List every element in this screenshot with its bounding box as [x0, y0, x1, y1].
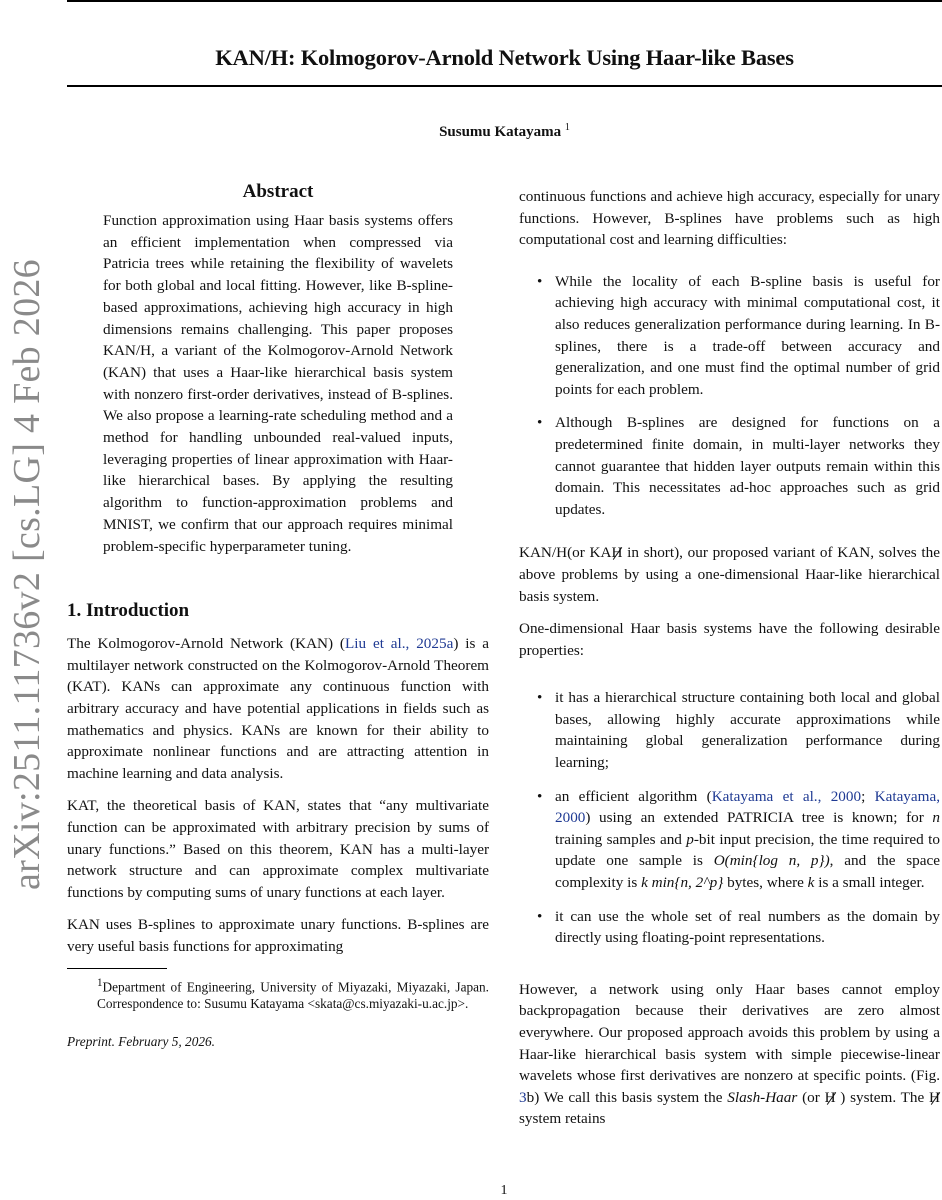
- text: ) using an extended PATRICIA tree is known; for: [585, 809, 933, 827]
- math-p: p: [686, 830, 694, 848]
- text: ) system. The: [835, 1088, 930, 1106]
- paper-title: KAN/H: Kolmogorov-Arnold Network Using Haar-like Bases: [215, 45, 794, 71]
- citation-katayama-et-al-2000[interactable]: Katayama et al., 2000: [711, 787, 862, 805]
- preprint-note: Preprint. February 5, 2026.: [67, 1033, 215, 1049]
- text: b) We call this basis system the: [526, 1088, 728, 1106]
- list-item: [555, 786, 940, 894]
- text: The Kolmogorov-Arnold Network (KAN) (: [67, 635, 345, 653]
- haar-properties-list: [519, 687, 940, 949]
- bspline-problems-list: [519, 271, 940, 521]
- math-time-complexity: O(min{log n, p}): [713, 852, 830, 870]
- text: -bit input precision, the time required to update one sample is: [555, 830, 940, 870]
- text: an efficient algorithm (: [555, 787, 712, 805]
- intro-paragraph-6: [519, 979, 940, 1130]
- right-column: [519, 186, 940, 1141]
- text: training samples and: [555, 830, 687, 848]
- left-column: [67, 180, 489, 1053]
- abstract-body: Function approximation using Haar basis systems offers an efficient implementation when compressed via Patricia trees while retaining the flexibility of wavelets for both global and local fitting. However, like B-spline-based approximations, achieving high accuracy in high dimensions remains challenging. This paper proposes KAN/H, a variant of the Kolmogorov-Arnold Network (KAN) that uses a Haar-like hierarchical basis system with nonzero first-order derivatives, instead of B-splines. We also propose a learning-rate scheduling method and a method for handling unbounded real-valued inputs, leveraging properties of linear approximation with Haar-like hierarchical bases. By applying the resulting algorithm to function-approximation problems and MNIST, we confirm that our approach requires minimal problem-specific hyperparameter tuning.: [103, 212, 453, 555]
- text: (or: [797, 1088, 825, 1106]
- list-item: • Although B-splines are designed for functions on a predetermined finite domain, in multi-layer networks they cannot guarantee that hidden layer outputs remain within this domain. This necessitates ad-hoc approaches such as grid updates.: [555, 412, 940, 520]
- slash-haar-term: Slash-Haar: [727, 1088, 798, 1106]
- abstract-heading: Abstract: [242, 181, 314, 202]
- page-number: 1: [500, 1183, 508, 1198]
- text: system retains: [519, 1110, 606, 1128]
- text: in short), our proposed variant of KAN, solves the above problems by using a one-dimensional Haar-like hierarchical basis system.: [519, 544, 940, 605]
- math-space-complexity: k min{n, 2^p}: [641, 874, 724, 892]
- citation-katayama-2000[interactable]: Katayama, 2000: [555, 787, 940, 827]
- author-name: Susumu Katayama: [439, 124, 562, 140]
- text: However, a network using only Haar bases cannot employ backpropagation because their derivatives are zero almost everywhere. Our proposed approach avoids this problem by using a Haar-like hierarchical basis system with simple piecewise-linear wavelets whose first derivatives are nonzero at specific points. (Fig.: [519, 980, 940, 1085]
- text: ;: [861, 787, 875, 805]
- text: ) is a multilayer network constructed on the Kolmogorov-Arnold Theorem (KAT). KANs can approximate any continuous function with arbitrary accuracy and have potential applications in fields such as mathematics and physics. KANs are known for their ability to approximate nonlinear functions and are attracting attention in machine learning and data analysis.: [67, 635, 489, 782]
- footnote: [67, 975, 489, 1013]
- introduction-heading: 1. Introduction: [67, 600, 190, 622]
- footnote-mark: 1: [97, 976, 103, 989]
- footnote-text: Department of Engineering, University of Miyazaki, Miyazaki, Japan. Correspondence to: Susumu Katayama <skata@cs.miyazaki-u.ac.jp>.: [97, 978, 489, 1012]
- footnote-rule: [67, 968, 167, 969]
- intro-paragraph-4: [519, 542, 940, 607]
- text: KAN/H(or KA: [519, 544, 612, 562]
- text: bytes, where: [723, 874, 808, 892]
- list-item: • it can use the whole set of real numbers as the domain by directly using floating-point representations.: [555, 906, 940, 949]
- list-item: • While the locality of each B-spline basis is useful for achieving high accuracy with minimal computational cost, it also reduces generalization performance during learning. In B-splines, there is a trade-off between accuracy and generalization, and one must find the optimal number of grid points for each problem.: [555, 271, 940, 401]
- intro-paragraph-1: [67, 633, 489, 784]
- title-rule: [67, 85, 942, 87]
- intro-paragraph-5: One-dimensional Haar basis systems have the following desirable properties:: [519, 620, 940, 659]
- figure-3-link[interactable]: 3: [519, 1088, 527, 1106]
- citation-liu-2025a[interactable]: Liu et al., 2025a: [345, 635, 454, 653]
- text: is a small integer.: [814, 874, 925, 892]
- intro-paragraph-2: KAT, the theoretical basis of KAN, states that “any multivariate function can be approximated with arbitrary precision by sums of unary functions.” Based on this theorem, KAN has a multi-layer network structure and can approximate complex multivariate functions by computing sums of unary functions at each layer.: [67, 797, 489, 901]
- slash-haar-glyph-icon: H: [929, 1087, 940, 1109]
- author-line: [67, 122, 942, 141]
- top-rule: [67, 0, 942, 2]
- list-item: • it has a hierarchical structure containing both local and global bases, allowing highly accurate approximations while maintaining global generalization performance during learning;: [555, 687, 940, 773]
- arxiv-identifier-stamp[interactable]: arXiv:2511.11736v2 [cs.LG] 4 Feb 2026: [6, 259, 48, 890]
- slash-haar-glyph-icon: H: [825, 1087, 836, 1109]
- math-k: k: [807, 874, 815, 892]
- slash-haar-glyph-icon: H: [611, 542, 622, 564]
- text: , and the space complexity is: [555, 852, 941, 892]
- intro-paragraph-3-continued: continuous functions and achieve high accuracy, especially for unary functions. However, B-splines have problems such as high computational cost and learning difficulties:: [519, 188, 940, 249]
- intro-paragraph-3-start: KAN uses B-splines to approximate unary functions. B-splines are very useful basis functions for approximating: [67, 916, 489, 955]
- affiliation-mark: 1: [564, 122, 570, 133]
- math-n: n: [932, 809, 940, 827]
